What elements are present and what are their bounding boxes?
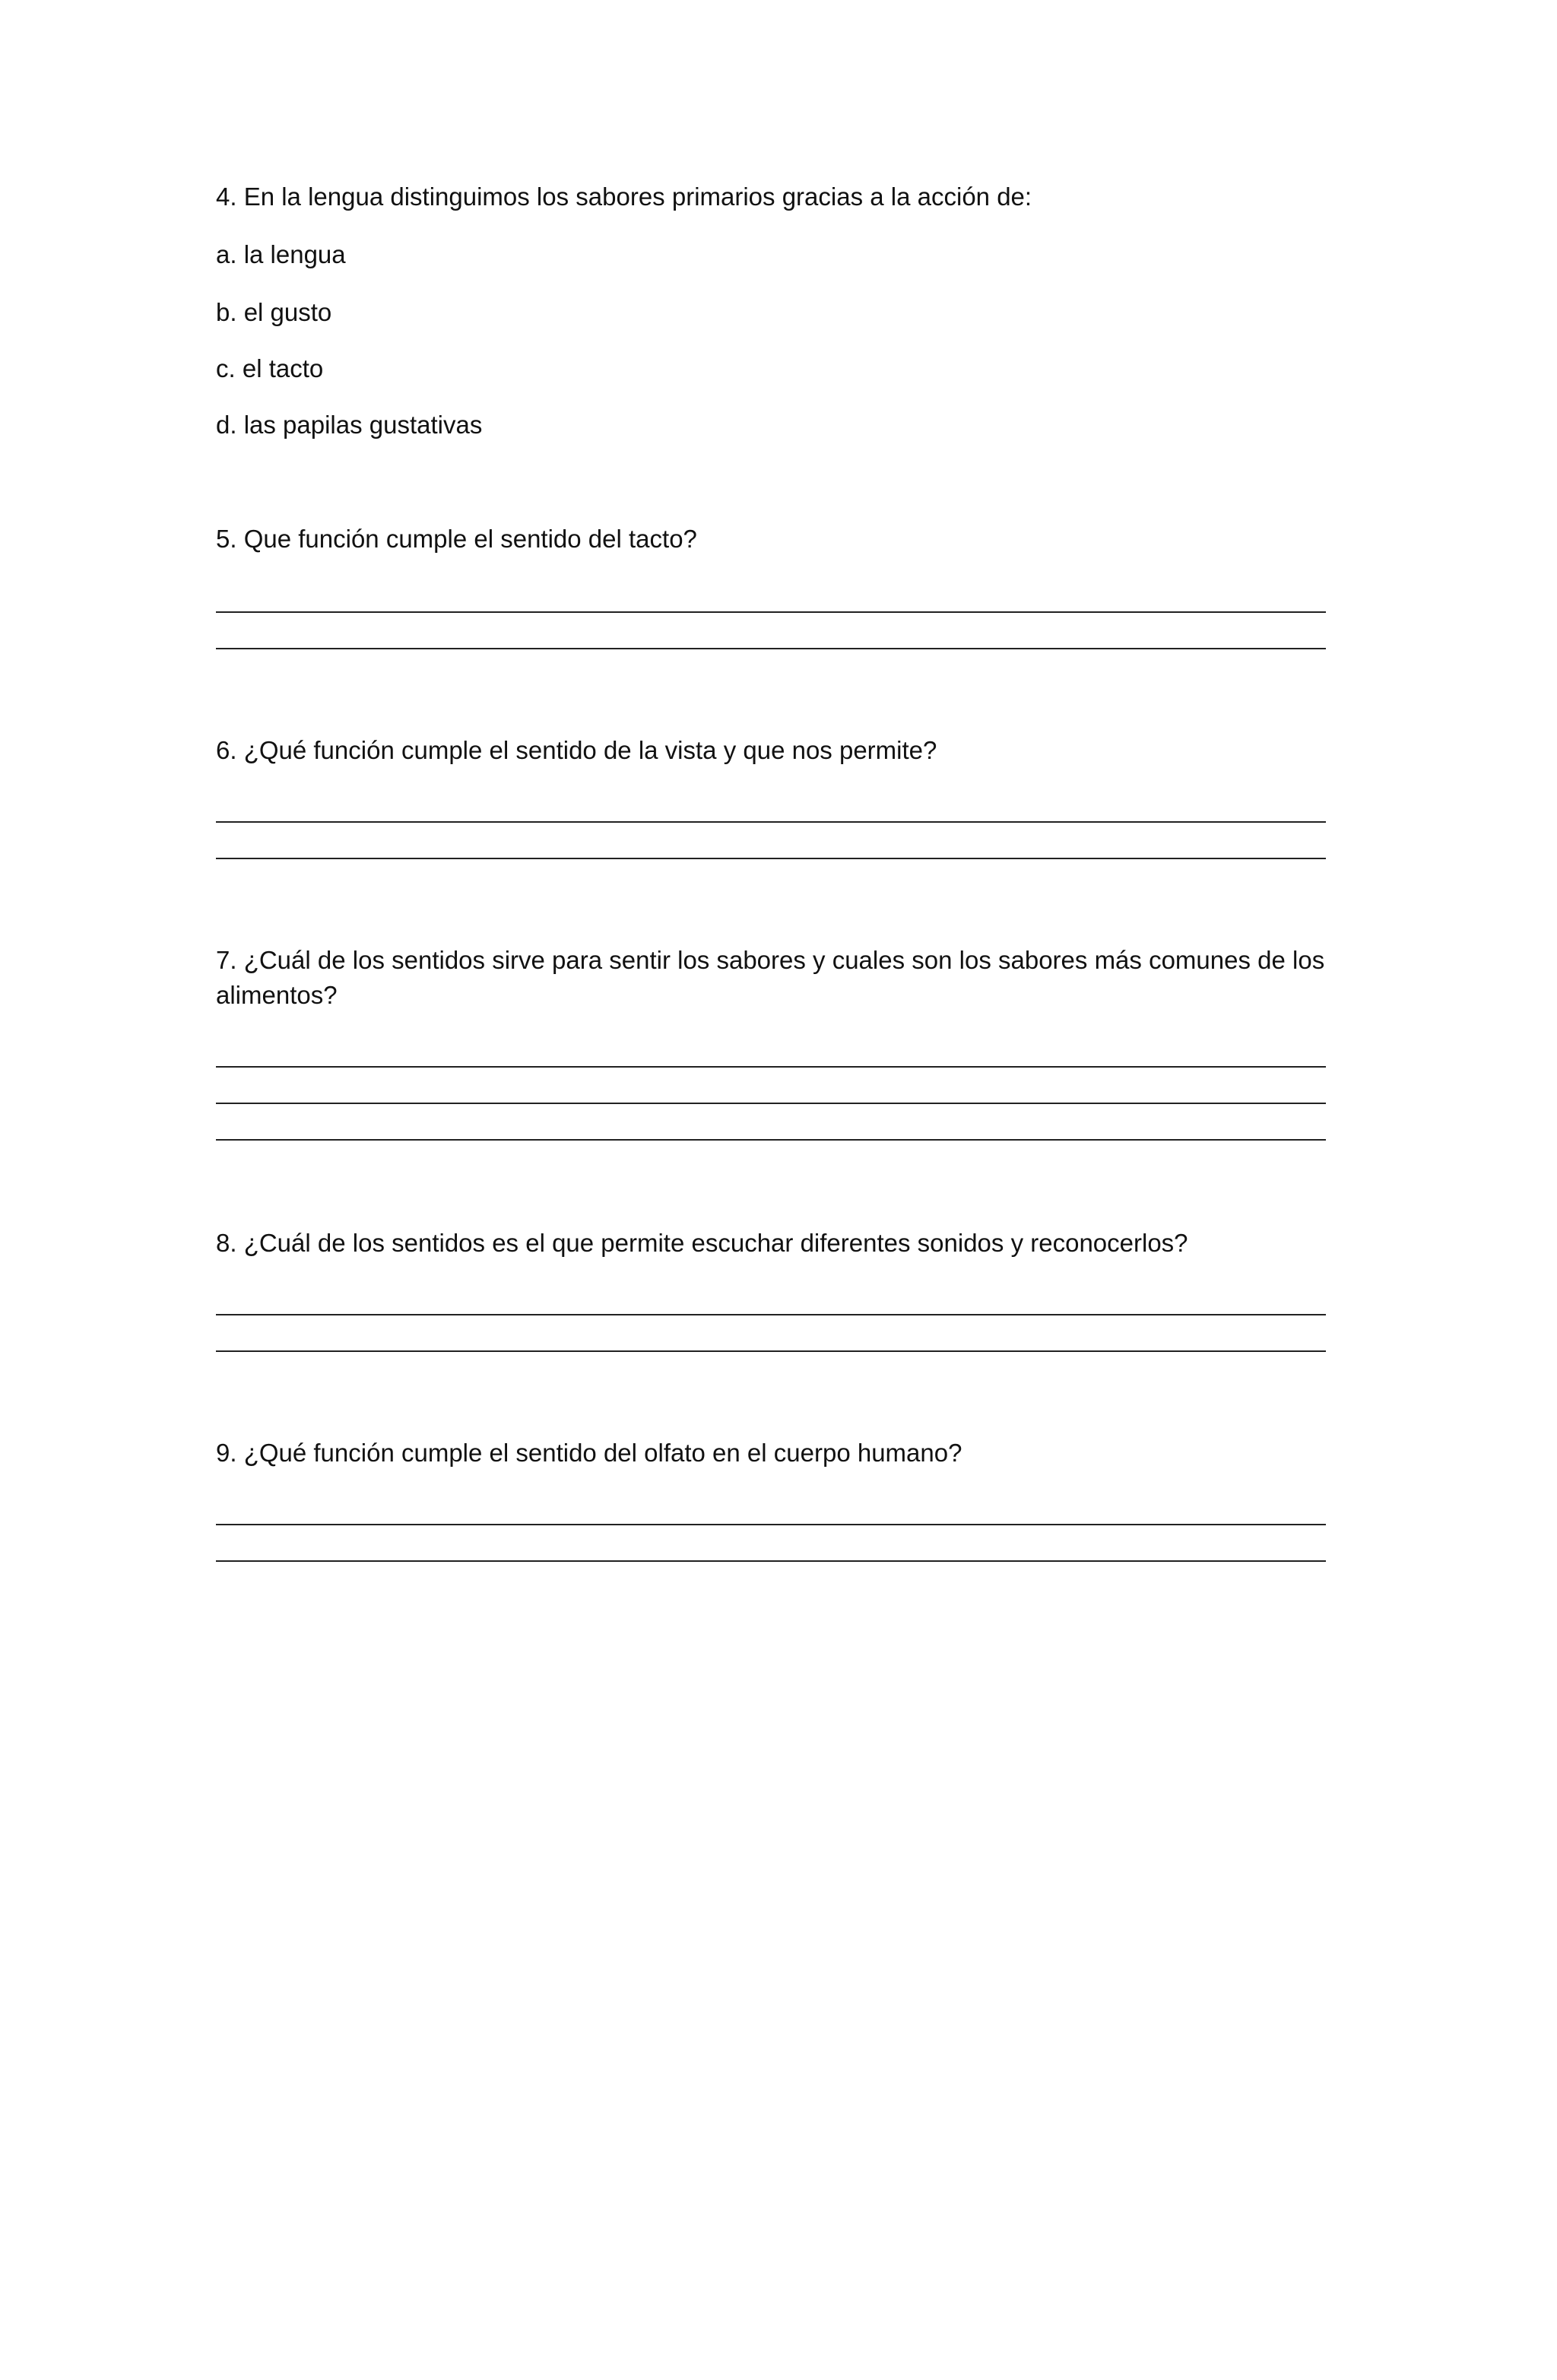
answer-line: [216, 1139, 1326, 1141]
answer-line: [216, 1350, 1326, 1352]
answer-line: [216, 1314, 1326, 1315]
question-9-text: 9. ¿Qué función cumple el sentido del olfato en el cuerpo humano?: [216, 1439, 962, 1467]
answer-line: [216, 821, 1326, 823]
question-4-option-b: b. el gusto: [216, 298, 332, 326]
question-4-option-a: a. la lengua: [216, 240, 346, 268]
question-6-text: 6. ¿Qué función cumple el sentido de la vista y que nos permite?: [216, 736, 937, 764]
answer-line: [216, 611, 1326, 613]
question-7-text: 7. ¿Cuál de los sentidos sirve para sentir los sabores y cuales son los sabores más comunes de los alimentos?: [216, 946, 1325, 1009]
answer-line: [216, 1103, 1326, 1104]
answer-line: [216, 1066, 1326, 1068]
question-4-text: 4. En la lengua distinguimos los sabores primarios gracias a la acción de:: [216, 182, 1032, 211]
question-4-option-c: c. el tacto: [216, 354, 324, 382]
question-4-option-d: d. las papilas gustativas: [216, 411, 483, 439]
answer-line: [216, 1560, 1326, 1562]
answer-line: [216, 648, 1326, 649]
answer-line: [216, 1524, 1326, 1525]
answer-line: [216, 858, 1326, 859]
question-8-text: 8. ¿Cuál de los sentidos es el que permite escuchar diferentes sonidos y reconocerlos?: [216, 1229, 1188, 1257]
question-5-text: 5. Que función cumple el sentido del tacto?: [216, 525, 697, 553]
